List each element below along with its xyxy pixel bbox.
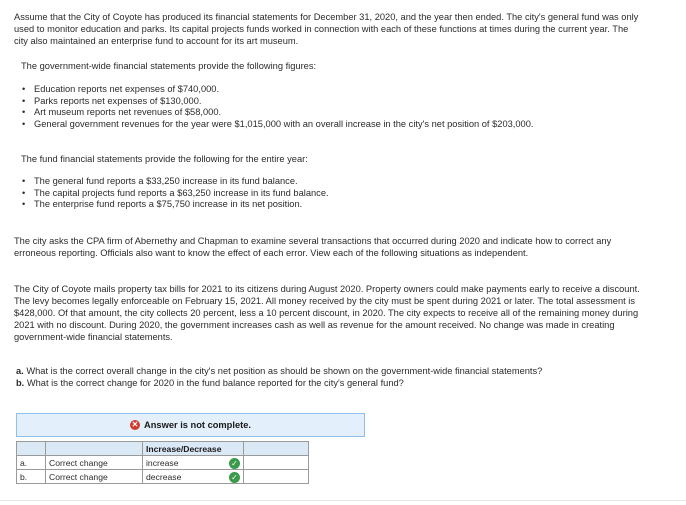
list-item: • General government revenues for the year were $1,015,000 with an overall increase in the city's net position of $203,000. <box>19 118 533 130</box>
question-letter: b. <box>16 378 25 388</box>
table-row <box>17 470 309 484</box>
question-text: What is the correct overall change in the city's net position as should be shown on the government-wide financial statements? <box>26 366 543 376</box>
list-item: • The capital projects fund reports a $63,250 increase in its fund balance. <box>19 187 329 199</box>
intro-paragraph: Assume that the City of Coyote has produced its financial statements for December 31, 2020, and the year then ended. The city's general fund was only used to monitor education and parks. Its capital projects funds worked in connection with each of these functions at times during the current year. The city also maintained an enterprise fund to account for its art museum. <box>14 12 639 46</box>
answer-status-banner <box>16 413 365 437</box>
govwide-intro: The government-wide financial statements provide the following figures: <box>21 61 317 71</box>
answer-table <box>16 441 309 484</box>
list-item: • Parks reports net expenses of $130,000. <box>19 95 533 107</box>
row-label: Correct change <box>46 456 143 470</box>
govwide-list <box>19 83 533 129</box>
question-text: What is the correct change for 2020 in the fund balance reported for the city's general fund? <box>26 378 404 388</box>
amount-input[interactable] <box>244 470 309 484</box>
list-item: • The general fund reports a $33,250 increase in its fund balance. <box>19 175 329 187</box>
x-circle-icon: ✕ <box>131 420 139 429</box>
column-header: Increase/Decrease <box>143 442 244 456</box>
list-item: • The enterprise fund reports a $75,750 increase in its net position. <box>19 198 329 210</box>
selected-value: decrease <box>146 471 182 482</box>
check-circle-icon: ✓ <box>229 458 240 469</box>
row-letter: a. <box>17 456 46 470</box>
question-a <box>16 365 542 377</box>
banner-text: Answer is not complete. <box>144 420 251 430</box>
increase-decrease-select[interactable] <box>143 470 244 484</box>
question-letter: a. <box>16 366 24 376</box>
row-letter: b. <box>17 470 46 484</box>
fund-intro: The fund financial statements provide the following for the entire year: <box>21 154 308 164</box>
list-item: • Education reports net expenses of $740,000. <box>19 83 533 95</box>
cpa-paragraph: The city asks the CPA firm of Abernethy and Chapman to examine several transactions that occurred during 2020 and indicate how to correct any erroneous reporting. Officials also want to know the effect of each error. View each of the following situations as independent. <box>14 236 612 258</box>
check-circle-icon: ✓ <box>229 472 240 483</box>
table-header-row <box>17 442 309 456</box>
divider <box>0 500 686 501</box>
fund-list <box>19 175 329 210</box>
row-label: Correct change <box>46 470 143 484</box>
question-b <box>16 377 404 389</box>
selected-value: increase <box>146 457 179 468</box>
amount-input[interactable] <box>244 456 309 470</box>
table-row <box>17 456 309 470</box>
situation-paragraph: The City of Coyote mails property tax bills for 2021 to its citizens during August 2020. Property owners could make payments early to receive a discount. The levy becomes legally enforceable on February 15, 2021. All money received by the city must be spent during 2021 or later. The total assessment is $428,000. Of that amount, the city collects 20 percent, less a 10 percent discount, in 2020. The city expects to receive all of the remaining money during 2021 with no discount. During 2020, the government increases cash as well as revenue for the amount received. No change was made in creating government-wide financial statements. <box>14 284 640 342</box>
increase-decrease-select[interactable] <box>143 456 244 470</box>
list-item: • Art museum reports net revenues of $58,000. <box>19 106 533 118</box>
